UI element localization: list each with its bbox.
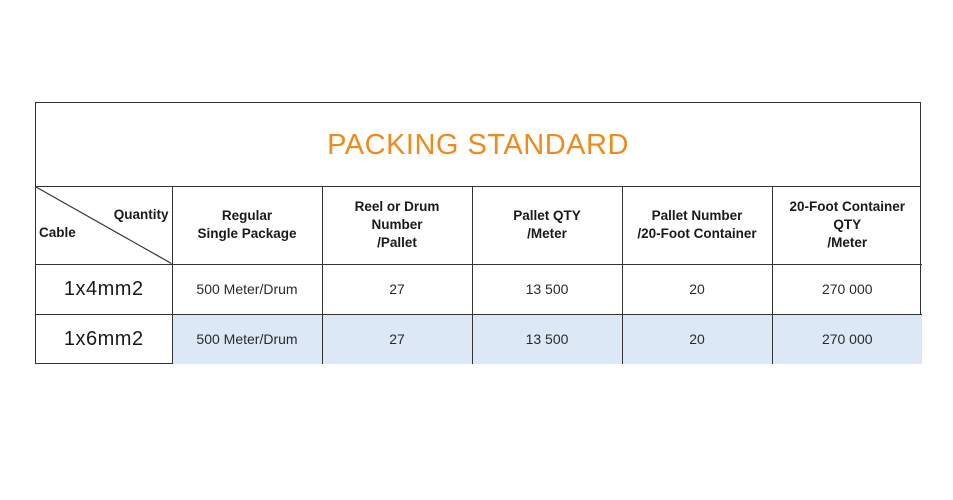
header-line: QTY [833, 217, 862, 233]
col-header-single-package [172, 187, 322, 264]
header-line: Regular [221, 208, 273, 224]
header-line: /Meter [527, 226, 567, 242]
header-line: /20-Foot Container [637, 226, 757, 242]
title-row [36, 103, 920, 187]
table-title: PACKING STANDARD [327, 129, 629, 161]
header-line: 20-Foot Container [789, 199, 905, 215]
cable-label: Cable [39, 225, 76, 240]
header-line: Single Package [197, 226, 297, 242]
pallet-number-cell: 20 [622, 314, 772, 364]
packing-standard-table [35, 102, 921, 364]
col-header-pallet-number [622, 187, 772, 264]
table-row [36, 264, 922, 314]
packing-grid [36, 187, 922, 364]
header-line: Pallet Number [651, 208, 743, 224]
header-row [36, 187, 922, 264]
drum-per-pallet-cell: 27 [322, 264, 472, 314]
header-line: /Pallet [377, 235, 417, 251]
drum-per-pallet-cell: 27 [322, 314, 472, 364]
quantity-label: Quantity [113, 207, 169, 222]
header-line: /Meter [827, 235, 868, 251]
cable-cell: 1x6mm2 [36, 314, 172, 364]
single-package-cell: 500 Meter/Drum [172, 264, 322, 314]
single-package-cell: 500 Meter/Drum [172, 314, 322, 364]
cable-cell: 1x4mm2 [36, 264, 172, 314]
container-qty-cell: 270 000 [772, 314, 922, 364]
header-line: Number [371, 217, 423, 233]
col-header-container-qty [772, 187, 922, 264]
header-line: Reel or Drum [354, 199, 440, 215]
col-header-pallet-qty [472, 187, 622, 264]
col-header-drum-per-pallet [322, 187, 472, 264]
pallet-qty-cell: 13 500 [472, 314, 622, 364]
pallet-number-cell: 20 [622, 264, 772, 314]
header-line: Pallet QTY [513, 208, 581, 224]
table-row [36, 314, 922, 364]
container-qty-cell: 270 000 [772, 264, 922, 314]
corner-header [36, 187, 172, 264]
pallet-qty-cell: 13 500 [472, 264, 622, 314]
